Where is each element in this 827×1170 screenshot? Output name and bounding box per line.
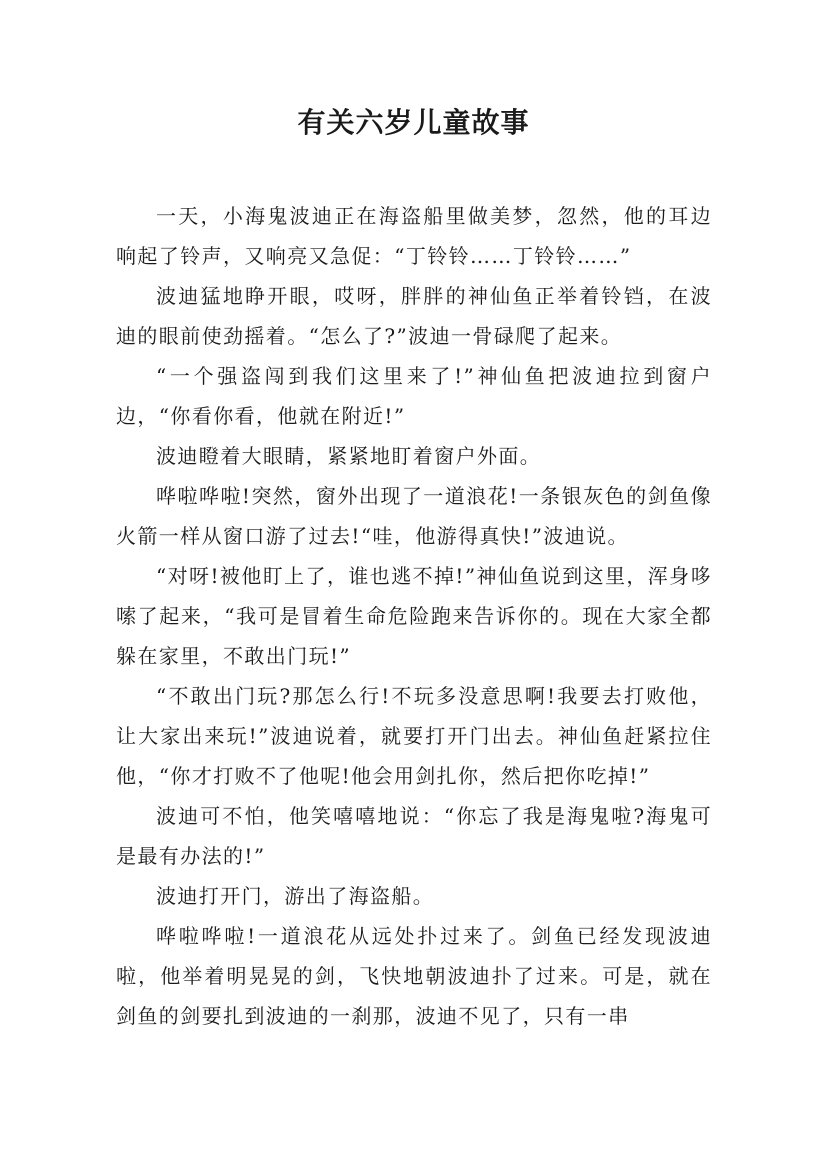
document-title: 有关六岁儿童故事 — [297, 106, 530, 139]
paragraph: 波迪可不怕，他笑嘻嘻地说：“你忘了我是海鬼啦?海鬼可是最有办法的!” — [116, 804, 712, 868]
paragraph: “不敢出门玩?那怎么行!不玩多没意思啊!我要去打败他，让大家出来玩!”波迪说着，就要打开门出去。神仙鱼赶紧拉住他，“你才打败不了他呢!他会用剑扎你，然后把你吃掉!” — [116, 684, 712, 788]
paragraph: “对呀!被他盯上了，谁也逃不掉!”神仙鱼说到这里，浑身哆嗦了起来，“我可是冒着生命危险跑来告诉你的。现在大家全都躲在家里，不敢出门玩!” — [116, 564, 712, 668]
paragraph: 哗啦哗啦!突然，窗外出现了一道浪花!一条银灰色的剑鱼像火箭一样从窗口游了过去!“哇，他游得真快!”波迪说。 — [116, 484, 712, 548]
paragraph: 波迪瞪着大眼睛，紧紧地盯着窗户外面。 — [156, 444, 542, 468]
paragraph: 波迪猛地睁开眼，哎呀，胖胖的神仙鱼正举着铃铛，在波迪的眼前使劲摇着。“怎么了?”波迪一骨碌爬了起来。 — [116, 284, 712, 348]
document-body — [116, 196, 712, 1036]
paragraph: 波迪打开门，游出了海盗船。 — [156, 884, 435, 908]
paragraph: “一个强盗闯到我们这里来了!”神仙鱼把波迪拉到窗户边，“你看你看，他就在附近!” — [116, 364, 712, 428]
paragraph: 一天，小海鬼波迪正在海盗船里做美梦，忽然，他的耳边响起了铃声，又响亮又急促：“丁铃铃……丁铃铃……” — [116, 204, 712, 268]
paragraph: 哗啦哗啦!一道浪花从远处扑过来了。剑鱼已经发现波迪啦，他举着明晃晃的剑，飞快地朝波迪扑了过来。可是，就在剑鱼的剑要扎到波迪的一刹那，波迪不见了，只有一串 — [116, 924, 712, 1028]
